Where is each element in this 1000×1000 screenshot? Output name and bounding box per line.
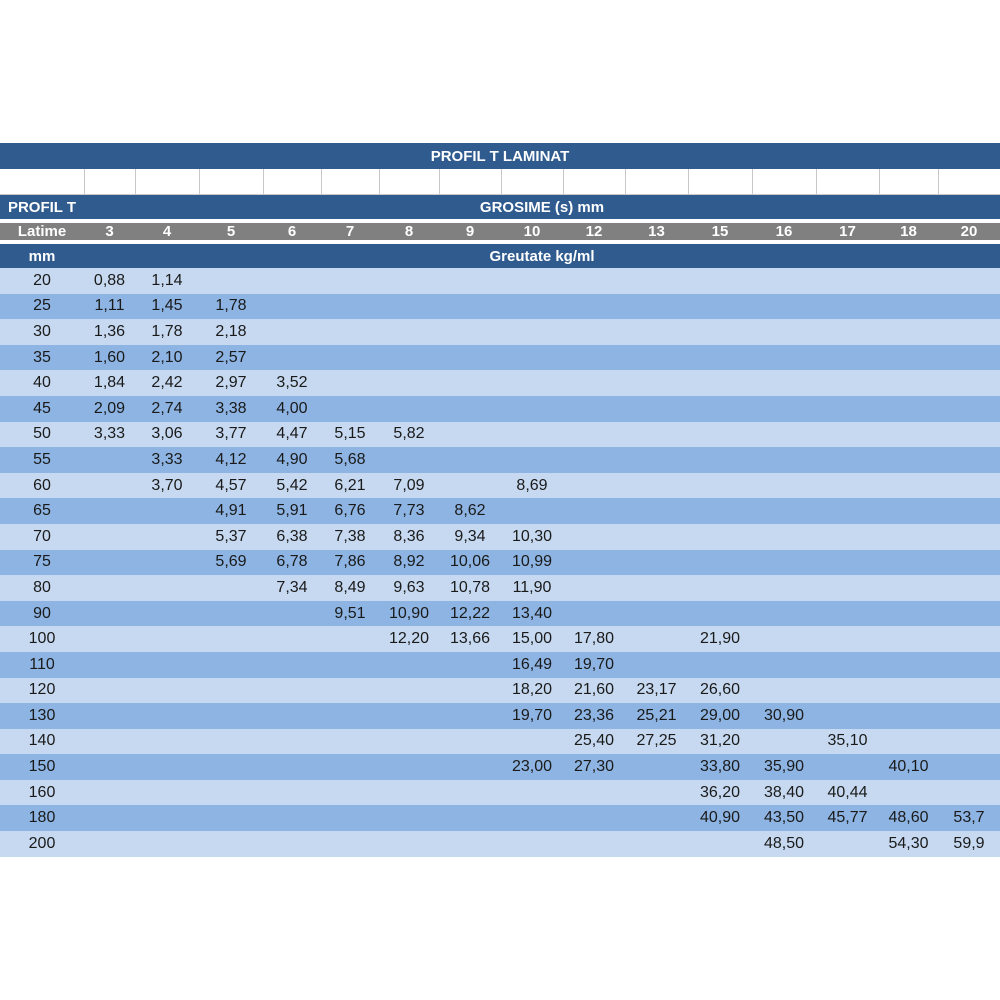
table-row <box>0 550 1000 576</box>
blank-cell <box>263 169 321 195</box>
weight-cell: 31,20 <box>699 732 741 750</box>
table-row <box>0 703 1000 729</box>
weight-cell: 40,44 <box>827 783 868 801</box>
weight-cell: 10,99 <box>511 553 553 571</box>
thickness-column-header: 15 <box>688 223 752 240</box>
width-cell: 110 <box>29 655 55 673</box>
weight-cell: 3,38 <box>215 399 247 417</box>
weight-cell: 4,47 <box>276 425 308 443</box>
weight-cell: 59,9 <box>953 834 985 852</box>
blank-cell <box>501 169 563 195</box>
weight-cell: 33,80 <box>699 758 741 776</box>
weight-cell: 6,21 <box>334 476 366 494</box>
blank-cell <box>135 169 199 195</box>
weight-cell: 8,62 <box>454 502 486 520</box>
table-row <box>0 601 1000 627</box>
thickness-header-row <box>0 219 1000 244</box>
width-cell: 70 <box>33 527 51 545</box>
blank-cell <box>688 169 752 195</box>
weight-cell: 30,90 <box>763 706 805 724</box>
weight-cell: 9,51 <box>334 604 366 622</box>
thickness-column-header: 6 <box>263 223 321 240</box>
table-row <box>0 780 1000 806</box>
width-cell: 75 <box>33 553 51 571</box>
weight-cell: 1,60 <box>93 348 126 366</box>
weight-cell: 1,78 <box>215 297 247 315</box>
table-title: PROFIL T LAMINAT <box>430 147 570 165</box>
weight-header: Greutate kg/ml <box>489 247 595 265</box>
weight-cell: 19,70 <box>573 655 615 673</box>
weight-cell: 3,06 <box>151 425 183 443</box>
weight-cell: 40,90 <box>699 809 741 827</box>
blank-cell <box>379 169 439 195</box>
weight-cell: 7,09 <box>393 476 425 494</box>
weight-cell: 2,10 <box>151 348 183 366</box>
width-cell: 130 <box>28 706 56 724</box>
width-cell: 150 <box>28 758 56 776</box>
blank-cell <box>938 169 1000 195</box>
weight-cell: 1,36 <box>93 322 126 340</box>
weight-cell: 40,10 <box>888 758 929 776</box>
blank-cell <box>752 169 816 195</box>
weight-cell: 8,36 <box>393 527 425 545</box>
weight-cell: 10,06 <box>449 553 491 571</box>
width-cell: 160 <box>28 783 56 801</box>
weight-cell: 7,38 <box>334 527 366 545</box>
weight-cell: 7,73 <box>393 502 425 520</box>
table-row <box>0 729 1000 755</box>
header-row-units <box>0 244 1000 268</box>
weight-cell: 36,20 <box>699 783 741 801</box>
thickness-column-header: 8 <box>379 223 439 240</box>
thickness-header: GROSIME (s) mm <box>479 198 605 216</box>
thickness-column-header: 4 <box>135 223 199 240</box>
weight-cell: 9,63 <box>393 578 425 596</box>
weight-cell: 25,21 <box>636 706 677 724</box>
weight-cell: 26,60 <box>699 681 741 699</box>
thickness-column-header: 5 <box>199 223 263 240</box>
thickness-column-header: 3 <box>84 223 135 240</box>
width-cell: 80 <box>33 578 51 596</box>
width-label: Latime <box>0 223 84 240</box>
width-cell: 120 <box>28 681 56 699</box>
weight-cell: 4,91 <box>215 502 247 520</box>
weight-cell: 6,76 <box>334 502 366 520</box>
weight-cell: 13,66 <box>449 630 491 648</box>
weight-cell: 19,70 <box>511 706 553 724</box>
blank-cell <box>816 169 879 195</box>
weight-cell: 53,7 <box>953 809 985 827</box>
weight-cell: 4,12 <box>215 450 247 468</box>
weight-cell: 0,88 <box>93 271 126 289</box>
weight-cell: 2,97 <box>215 374 247 392</box>
weight-cell: 29,00 <box>699 706 741 724</box>
blank-cell <box>199 169 263 195</box>
table-row <box>0 754 1000 780</box>
table-row <box>0 498 1000 524</box>
weight-cell: 23,00 <box>511 758 553 776</box>
blank-cell <box>84 169 135 195</box>
weight-cell: 17,80 <box>573 630 615 648</box>
weight-cell: 5,69 <box>215 553 247 571</box>
weight-cell: 5,82 <box>393 425 425 443</box>
table-row <box>0 626 1000 652</box>
weight-cell: 1,84 <box>93 374 126 392</box>
table-row <box>0 473 1000 499</box>
table-title-row <box>0 143 1000 169</box>
table-row <box>0 294 1000 320</box>
table-row <box>0 652 1000 678</box>
thickness-column-header: 9 <box>439 223 501 240</box>
weight-cell: 6,78 <box>276 553 308 571</box>
thickness-column-header: 16 <box>752 223 816 240</box>
table-row <box>0 319 1000 345</box>
weight-cell: 2,57 <box>215 348 247 366</box>
weight-cell: 8,92 <box>393 553 425 571</box>
units-label: mm <box>28 247 56 265</box>
weight-cell: 43,50 <box>763 809 805 827</box>
weight-cell: 3,33 <box>93 425 126 443</box>
weight-cell: 4,00 <box>276 399 308 417</box>
table-row <box>0 524 1000 550</box>
width-cell: 30 <box>33 322 51 340</box>
weight-cell: 5,68 <box>334 450 366 468</box>
weight-cell: 38,40 <box>763 783 805 801</box>
blank-cell <box>879 169 938 195</box>
weight-cell: 7,86 <box>334 553 366 571</box>
table-row <box>0 575 1000 601</box>
weight-table <box>0 143 1000 857</box>
weight-cell: 3,52 <box>276 374 308 392</box>
weight-cell: 6,38 <box>276 527 308 545</box>
weight-cell: 1,45 <box>151 297 183 315</box>
weight-cell: 27,25 <box>636 732 677 750</box>
weight-cell: 2,18 <box>215 322 247 340</box>
width-cell: 140 <box>28 732 56 750</box>
thickness-column-header: 17 <box>816 223 879 240</box>
thickness-column-header: 18 <box>879 223 938 240</box>
width-cell: 200 <box>28 834 56 852</box>
width-cell: 90 <box>33 604 51 622</box>
table-row <box>0 396 1000 422</box>
width-cell: 40 <box>33 374 51 392</box>
blank-cell <box>625 169 688 195</box>
table-row <box>0 268 1000 294</box>
weight-cell: 48,60 <box>888 809 929 827</box>
thickness-column-header: 13 <box>625 223 688 240</box>
weight-cell: 12,20 <box>388 630 430 648</box>
weight-cell: 5,91 <box>276 502 308 520</box>
weight-cell: 3,33 <box>151 450 183 468</box>
weight-cell: 10,78 <box>449 578 491 596</box>
blank-cell <box>439 169 501 195</box>
weight-cell: 7,34 <box>276 578 308 596</box>
weight-cell: 18,20 <box>511 681 553 699</box>
blank-cell <box>321 169 379 195</box>
profile-label: PROFIL T <box>7 198 77 216</box>
width-cell: 35 <box>33 348 51 366</box>
width-cell: 25 <box>33 297 51 315</box>
weight-cell: 13,40 <box>511 604 553 622</box>
weight-cell: 5,15 <box>334 425 366 443</box>
table-row <box>0 370 1000 396</box>
weight-cell: 35,10 <box>827 732 868 750</box>
weight-cell: 12,22 <box>449 604 491 622</box>
width-cell: 55 <box>33 450 51 468</box>
blank-cell <box>563 169 625 195</box>
width-cell: 50 <box>33 425 51 443</box>
width-cell: 45 <box>33 399 51 417</box>
weight-cell: 2,74 <box>151 399 183 417</box>
width-cell: 100 <box>28 630 56 648</box>
thickness-column-header: 20 <box>938 223 1000 240</box>
weight-cell: 5,42 <box>276 476 308 494</box>
weight-cell: 21,60 <box>573 681 615 699</box>
data-rows <box>0 268 1000 857</box>
weight-cell: 16,49 <box>511 655 553 673</box>
table-row <box>0 345 1000 371</box>
weight-cell: 2,09 <box>93 399 126 417</box>
table-row <box>0 422 1000 448</box>
weight-cell: 1,78 <box>151 322 183 340</box>
header-row-profile <box>0 195 1000 219</box>
width-cell: 65 <box>33 502 51 520</box>
weight-cell: 8,49 <box>334 578 366 596</box>
weight-cell: 48,50 <box>763 834 805 852</box>
thickness-column-header: 12 <box>563 223 625 240</box>
width-cell: 20 <box>33 271 51 289</box>
weight-cell: 11,90 <box>512 578 552 596</box>
weight-cell: 3,77 <box>215 425 247 443</box>
blank-row <box>0 169 1000 195</box>
weight-cell: 3,70 <box>151 476 183 494</box>
weight-cell: 9,34 <box>454 527 486 545</box>
table-row <box>0 447 1000 473</box>
weight-cell: 15,00 <box>511 630 553 648</box>
blank-cell <box>0 169 84 195</box>
width-cell: 60 <box>33 476 51 494</box>
table-row <box>0 678 1000 704</box>
weight-cell: 27,30 <box>573 758 615 776</box>
weight-cell: 45,77 <box>827 809 868 827</box>
weight-cell: 2,42 <box>151 374 183 392</box>
weight-cell: 35,90 <box>763 758 805 776</box>
weight-cell: 8,69 <box>516 476 548 494</box>
weight-cell: 23,36 <box>573 706 615 724</box>
weight-cell: 4,90 <box>276 450 308 468</box>
weight-cell: 23,17 <box>636 681 677 699</box>
weight-cell: 5,37 <box>215 527 247 545</box>
weight-cell: 1,14 <box>151 271 183 289</box>
weight-cell: 4,57 <box>215 476 247 494</box>
weight-cell: 25,40 <box>573 732 615 750</box>
width-cell: 180 <box>28 809 56 827</box>
weight-cell: 10,90 <box>388 604 430 622</box>
table-row <box>0 805 1000 831</box>
weight-cell: 21,90 <box>699 630 741 648</box>
weight-cell: 1,11 <box>94 297 125 315</box>
weight-cell: 54,30 <box>888 834 929 852</box>
thickness-column-header: 10 <box>501 223 563 240</box>
table-row <box>0 831 1000 857</box>
weight-cell: 10,30 <box>511 527 553 545</box>
thickness-column-header: 7 <box>321 223 379 240</box>
